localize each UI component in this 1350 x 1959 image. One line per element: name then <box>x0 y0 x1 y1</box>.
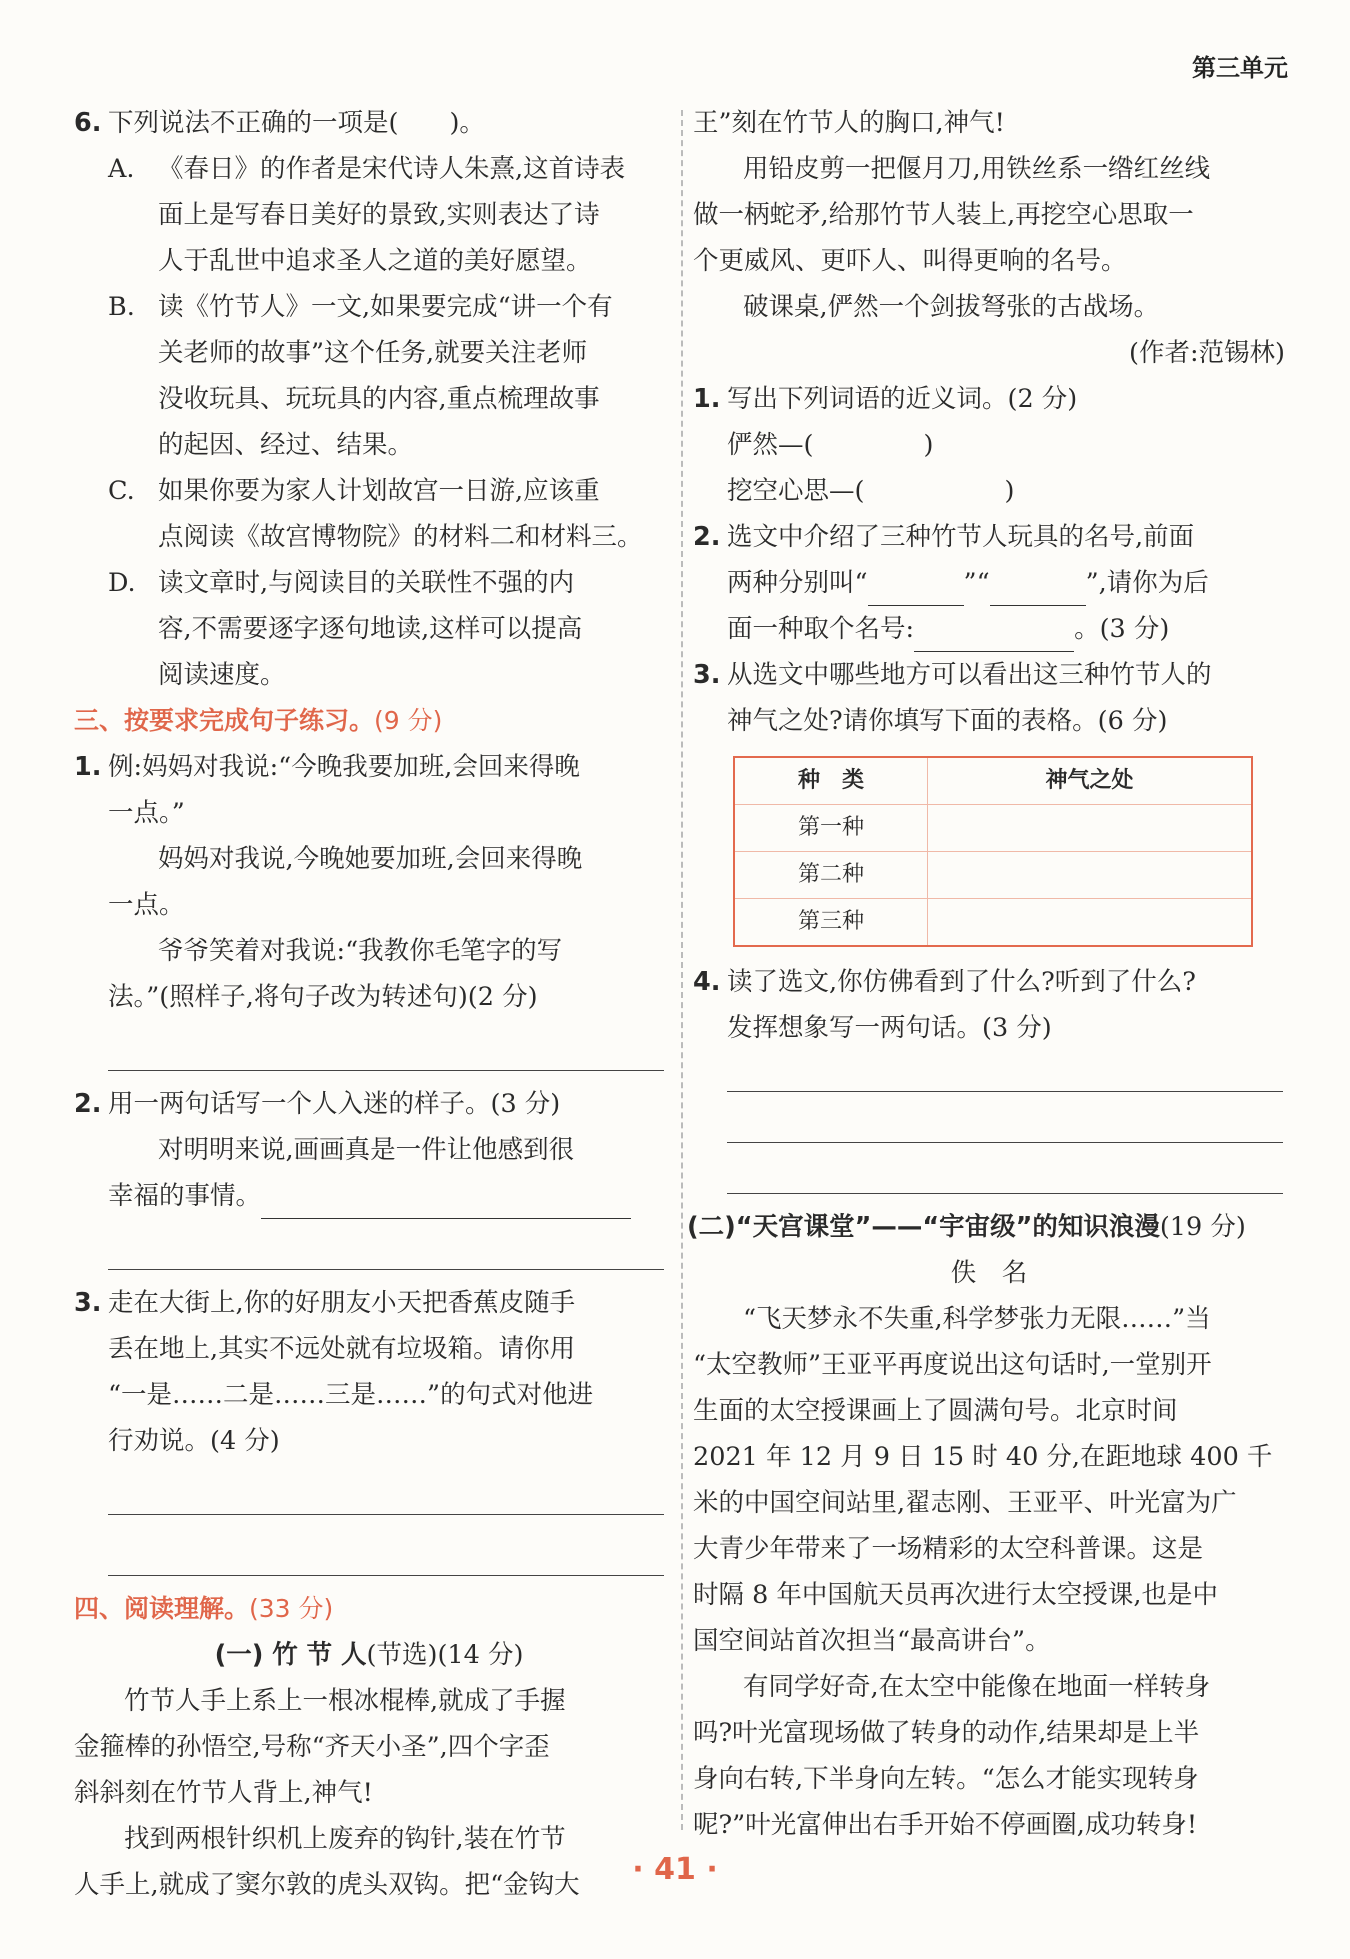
answer-line[interactable] <box>727 1153 1283 1194</box>
left-column <box>74 100 664 1908</box>
answer-line[interactable] <box>727 1051 1283 1092</box>
column-divider <box>681 110 683 1830</box>
answer-cell[interactable] <box>928 899 1253 947</box>
q6-stem: 6. 下列说法不正确的一项是( )。 <box>74 108 485 138</box>
passage-1-title: (一) 竹 节 人(节选)(14 分) <box>214 1640 524 1670</box>
s3-q1: 1. 例:妈妈对我说:“今晚我要加班,会回来得晚 一点。” 妈妈对我说,今晚她要加班,会回来得晚 一点。 爷爷笑着对我说:“我教你毛笔字的写 法。”(照样子,将句子改为转述句)(2 分) <box>74 744 664 1071</box>
p1-q1: 1. 写出下列词语的近义词。(2 分) 俨然—( ) 挖空心思—( ) <box>693 384 1078 506</box>
p1-q3: 3. 从选文中哪些地方可以看出这三种竹节人的 神气之处?请你填写下面的表格。(6 分) 种 类 神气之处 第一种 第二种 第三种 <box>693 652 1285 959</box>
passage-2-title: (二)“天宫课堂”——“宇宙级”的知识浪漫(19 分) <box>687 1212 1246 1242</box>
answer-cell[interactable] <box>928 852 1253 899</box>
passage-1-text: 竹节人手上系上一根冰棍棒,就成了手握 金箍棒的孙悟空,号称“齐天小圣”,四个字歪 斜斜刻在竹节人背上,神气! 找到两根针织机上废弃的钩针,装在竹节 人手上,就成了窦尔敦的虎头双钩。把“金钩大 <box>74 1686 580 1900</box>
q6-option-a: A. 《春日》的作者是宋代诗人朱熹,这首诗表 面上是写春日美好的景致,实则表达了诗 人于乱世中追求圣人之道的美好愿望。 <box>108 154 626 276</box>
answer-blank[interactable] <box>868 571 964 606</box>
passage-2-author: 佚 名 <box>950 1258 1028 1288</box>
q6-option-b: B. 读《竹节人》一文,如果要完成“讲一个有 关老师的故事”这个任务,就要关注老师 没收玩具、玩玩具的内容,重点梳理故事 的起因、经过、结果。 <box>108 292 613 460</box>
table-row: 第三种 <box>734 899 1252 947</box>
answer-table <box>733 756 1253 947</box>
answer-line[interactable] <box>108 1020 664 1071</box>
passage-1-continued: 王”刻在竹节人的胸口,神气! 用铅皮剪一把偃月刀,用铁丝系一绺红丝线 做一柄蛇矛,给那竹节人装上,再挖空心思取一 个更威风、更吓人、叫得更响的名号。 破课桌,俨然一个剑拔弩张的古战场。 (作者:范锡林) <box>693 100 1285 376</box>
table-row: 第二种 <box>734 852 1252 899</box>
p1-q2: 2. 选文中介绍了三种竹节人玩具的名号,前面 两种分别叫“ ”“ ”,请你为后 面一种取个名号: 。(3 分) <box>693 514 1285 652</box>
answer-blank[interactable] <box>914 617 1074 652</box>
right-column <box>687 100 1285 1848</box>
s3-q3: 3. 走在大街上,你的好朋友小天把香蕉皮随手 丢在地上,其实不远处就有垃圾箱。请你用 “一是……二是……三是……”的句式对他进 行劝说。(4 分) <box>74 1280 664 1576</box>
table-row: 第一种 <box>734 805 1252 852</box>
answer-blank[interactable] <box>990 571 1086 606</box>
passage-1-author: (作者:范锡林) <box>1129 338 1285 368</box>
answer-line[interactable] <box>108 1464 664 1515</box>
answer-cell[interactable] <box>928 805 1253 852</box>
section-3-heading: 三、按要求完成句子练习。(9 分) <box>74 706 443 735</box>
s3-q2: 2. 用一两句话写一个人入迷的样子。(3 分) 对明明来说,画画真是一件让他感到很 幸福的事情。 <box>74 1081 664 1270</box>
table-header: 种 类 <box>734 757 928 805</box>
answer-line[interactable] <box>727 1102 1283 1143</box>
passage-2-text: “飞天梦永不失重,科学梦张力无限……”当 “太空教师”王亚平再度说出这句话时,一堂别开 生面的太空授课画上了圆满句号。北京时间 2021 年 12 月 9 日 15 时 40 分,在距地球 400 千 米的中国空间站里,翟志刚、王亚平、叶光富为广 大青少年带来了一场精彩的太空科普课。这是 时隔 8 年中国航天员再次进行太空授课,也是中 国空间站首次担当“最高讲台”。 有同学好奇,在太空中能像在地面一样转身 吗?叶光富现场做了转身的动作,结果却是上半 身向右转,下半身向左转。“怎么才能实现转身 呢?”叶光富伸出右手开始不停画圈,成功转身! <box>693 1304 1273 1840</box>
section-4-heading: 四、阅读理解。(33 分) <box>74 1594 334 1623</box>
answer-line[interactable] <box>108 1525 664 1576</box>
answer-blank[interactable] <box>261 1184 631 1219</box>
table-header: 神气之处 <box>928 757 1253 805</box>
q6-option-d: D. 读文章时,与阅读目的关联性不强的内 容,不需要逐字逐句地读,这样可以提高 阅读速度。 <box>108 568 583 690</box>
answer-line[interactable] <box>108 1219 664 1270</box>
q6-option-c: C. 如果你要为家人计划故宫一日游,应该重 点阅读《故宫博物院》的材料二和材料三。 <box>108 476 643 552</box>
p1-q4: 4. 读了选文,你仿佛看到了什么?听到了什么? 发挥想象写一两句话。(3 分) <box>693 959 1285 1194</box>
unit-label: 第三单元 <box>1192 54 1288 82</box>
page-number: · 41 · <box>632 1852 718 1887</box>
